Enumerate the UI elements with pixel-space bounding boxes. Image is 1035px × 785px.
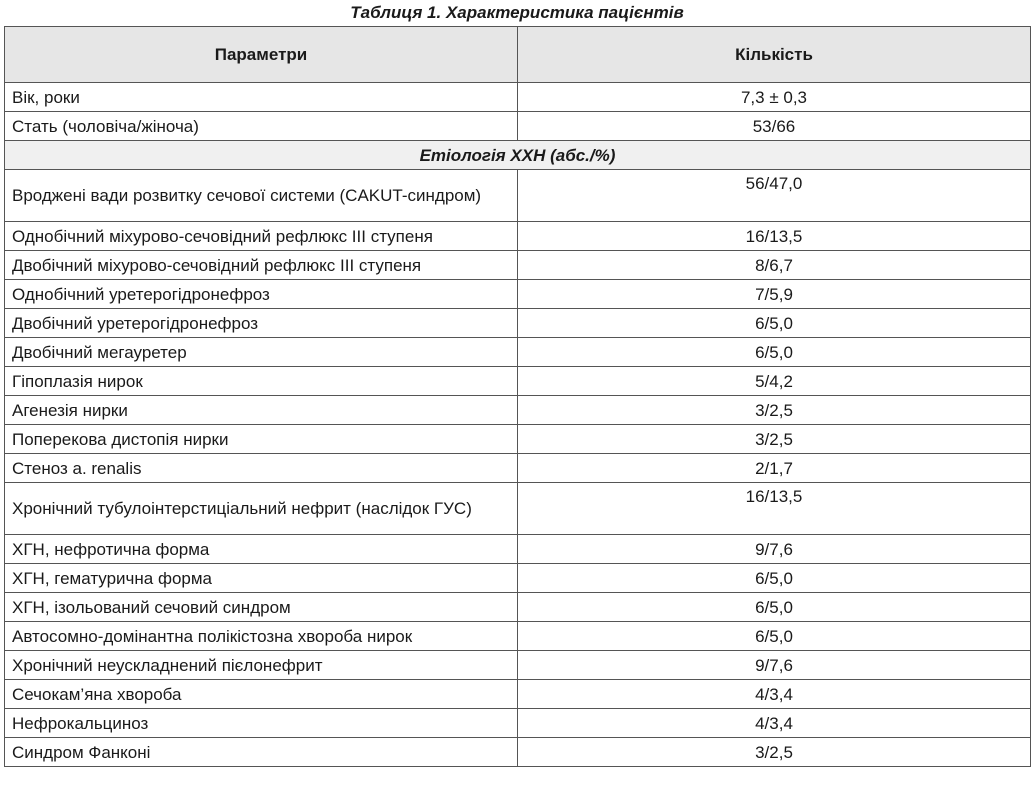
param-cell: Вік, роки [5, 83, 518, 112]
table-row [5, 425, 1031, 454]
count-cell: 56/47,0 [518, 170, 1031, 222]
param-cell: Нефрокальциноз [5, 709, 518, 738]
param-cell: Синдром Фанконі [5, 738, 518, 767]
table-row [5, 83, 1031, 112]
section-title: Етіологія ХХН (абс./%) [5, 141, 1031, 170]
count-cell: 8/6,7 [518, 251, 1031, 280]
count-cell: 53/66 [518, 112, 1031, 141]
count-cell: 16/13,5 [518, 222, 1031, 251]
table-row [5, 251, 1031, 280]
param-cell: Однобічний міхурово-сечовідний рефлюкс ІІІ ступеня [5, 222, 518, 251]
table-row [5, 280, 1031, 309]
param-cell: Двобічний міхурово-сечовідний рефлюкс ІІІ ступеня [5, 251, 518, 280]
param-cell: Гіпоплазія нирок [5, 367, 518, 396]
count-cell: 6/5,0 [518, 338, 1031, 367]
param-cell: Сечокам’яна хвороба [5, 680, 518, 709]
table-row [5, 738, 1031, 767]
table-row [5, 651, 1031, 680]
param-cell: Стеноз a. renalis [5, 454, 518, 483]
param-cell: Поперекова дистопія нирки [5, 425, 518, 454]
param-cell: Агенезія нирки [5, 396, 518, 425]
param-cell: Двобічний мегауретер [5, 338, 518, 367]
count-cell: 3/2,5 [518, 738, 1031, 767]
table-row [5, 622, 1031, 651]
table-row [5, 593, 1031, 622]
count-cell: 6/5,0 [518, 564, 1031, 593]
count-cell: 9/7,6 [518, 535, 1031, 564]
table-row [5, 483, 1031, 535]
count-cell: 6/5,0 [518, 622, 1031, 651]
table-row [5, 309, 1031, 338]
count-cell: 3/2,5 [518, 425, 1031, 454]
param-cell: Хронічний тубулоінтерстиціальний нефрит (наслідок ГУС) [5, 483, 518, 535]
param-cell: Двобічний уретерогідронефроз [5, 309, 518, 338]
param-cell: Автосомно-домінантна полікістозна хвороба нирок [5, 622, 518, 651]
count-cell: 3/2,5 [518, 396, 1031, 425]
param-cell: ХГН, гематурична форма [5, 564, 518, 593]
count-cell: 7/5,9 [518, 280, 1031, 309]
param-cell: ХГН, ізольований сечовий синдром [5, 593, 518, 622]
patient-characteristics-table [4, 26, 1031, 767]
count-cell: 5/4,2 [518, 367, 1031, 396]
count-cell: 6/5,0 [518, 309, 1031, 338]
section-row-etiology [5, 141, 1031, 170]
table-row [5, 454, 1031, 483]
header-parameters: Параметри [5, 27, 518, 83]
table-row [5, 709, 1031, 738]
table-header-row [5, 27, 1031, 83]
table-row [5, 338, 1031, 367]
param-cell: Хронічний неускладнений пієлонефрит [5, 651, 518, 680]
table-row [5, 112, 1031, 141]
table-row [5, 367, 1031, 396]
header-count: Кількість [518, 27, 1031, 83]
param-cell: Стать (чоловіча/жіноча) [5, 112, 518, 141]
count-cell: 2/1,7 [518, 454, 1031, 483]
table-row [5, 222, 1031, 251]
count-cell: 6/5,0 [518, 593, 1031, 622]
table-row [5, 170, 1031, 222]
count-cell: 7,3 ± 0,3 [518, 83, 1031, 112]
table-row [5, 564, 1031, 593]
param-cell: Вроджені вади розвитку сечової системи (CAKUT-синдром) [5, 170, 518, 222]
table-caption: Таблиця 1. Характеристика пацієнтів [350, 3, 684, 22]
count-cell: 4/3,4 [518, 709, 1031, 738]
count-cell: 16/13,5 [518, 483, 1031, 535]
count-cell: 9/7,6 [518, 651, 1031, 680]
table-row [5, 680, 1031, 709]
table-row [5, 535, 1031, 564]
table-row [5, 396, 1031, 425]
param-cell: Однобічний уретерогідронефроз [5, 280, 518, 309]
param-cell: ХГН, нефротична форма [5, 535, 518, 564]
count-cell: 4/3,4 [518, 680, 1031, 709]
